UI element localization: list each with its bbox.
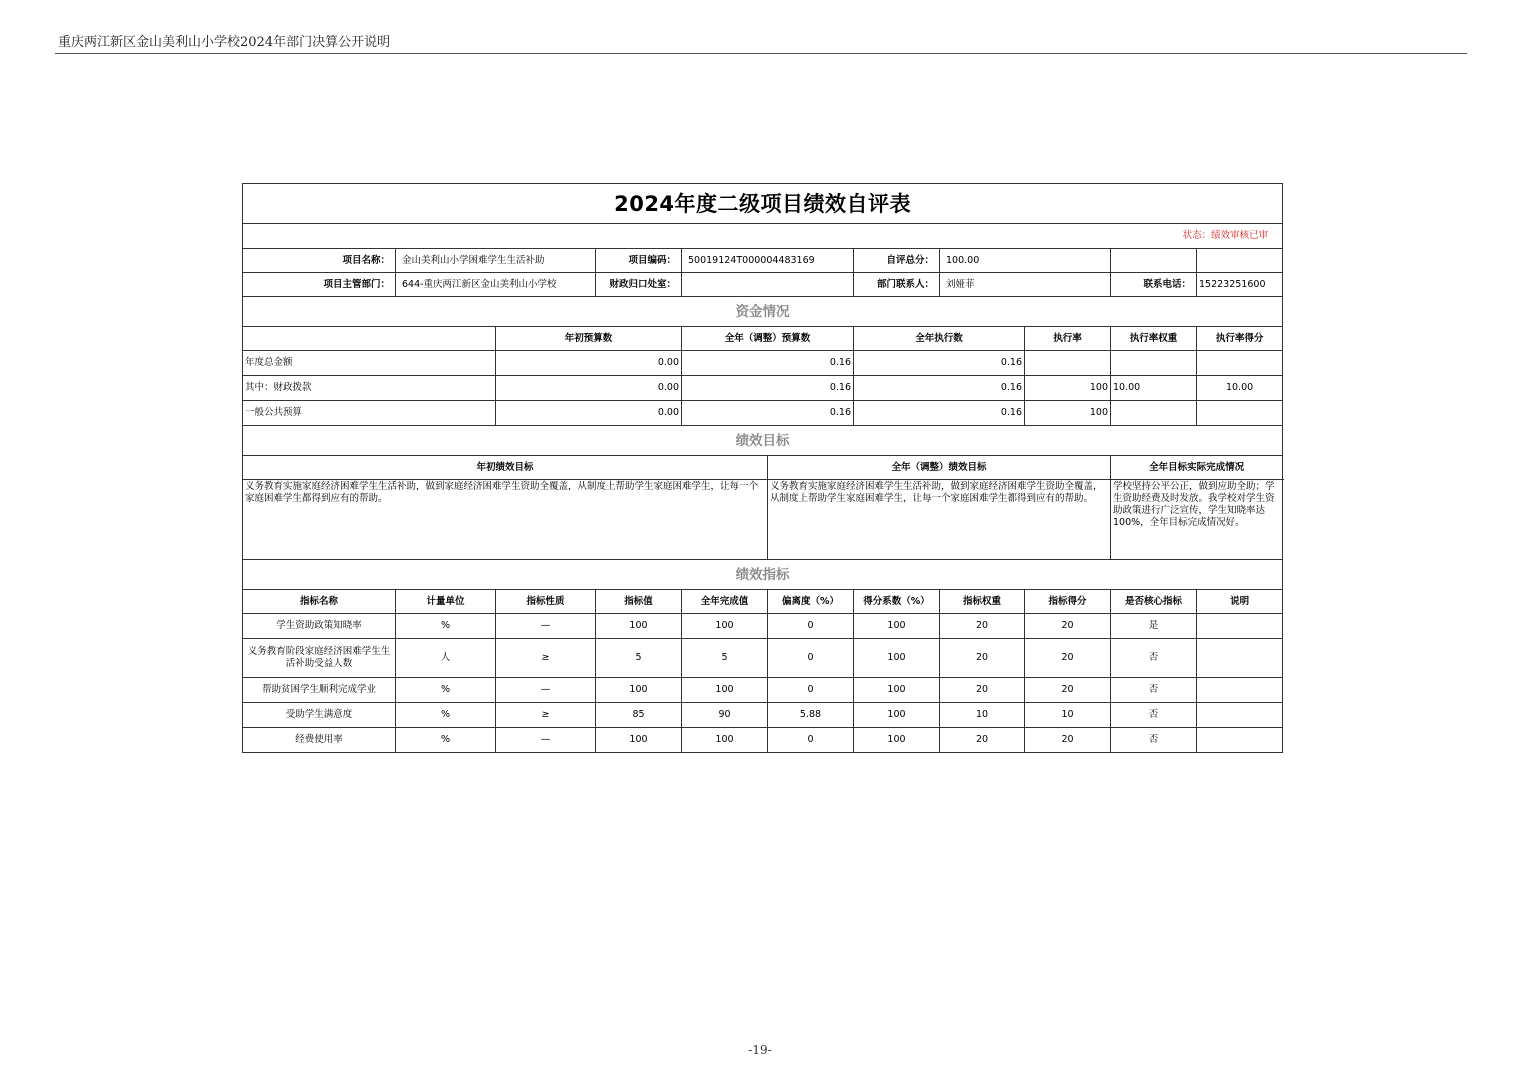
- dept-label: 项目主管部门：: [243, 273, 396, 297]
- funds-weight: [1111, 401, 1197, 426]
- funds-header: 执行率得分: [1197, 327, 1283, 351]
- project-name-label: 项目名称：: [243, 249, 396, 273]
- finance-office-label: 财政归口处室：: [596, 273, 682, 297]
- indicator-nature: ≥: [496, 703, 596, 728]
- contact-value: 刘娅菲: [940, 273, 1111, 297]
- indicator-core: 否: [1111, 639, 1197, 678]
- goals-actual-text: 学校坚持公平公正，做到应助全助；学生资助经费及时发放。我学校对学生资助政策进行广泛宣传，学生知晓率达100%，全年目标完成情况好。: [1111, 480, 1283, 560]
- indicator-target: 5: [596, 639, 682, 678]
- indicator-target: 100: [596, 728, 682, 753]
- indicator-weight: 20: [940, 614, 1025, 639]
- indicator-deviation: 0: [768, 728, 854, 753]
- funds-rate: 100: [1025, 401, 1111, 426]
- finance-office-value: [682, 273, 854, 297]
- indicator-note: [1197, 639, 1283, 678]
- indicator-actual: 100: [682, 678, 768, 703]
- empty-cell: [1197, 249, 1283, 273]
- indicator-coefficient: 100: [854, 614, 940, 639]
- performance-evaluation-table: [242, 183, 1283, 753]
- indicators-header: 得分系数（%）: [854, 590, 940, 614]
- indicator-deviation: 0: [768, 678, 854, 703]
- indicator-note: [1197, 614, 1283, 639]
- indicator-unit: %: [396, 728, 496, 753]
- indicator-score: 20: [1025, 614, 1111, 639]
- indicator-actual: 100: [682, 614, 768, 639]
- phone-value: 15223251600: [1197, 273, 1283, 297]
- score-label: 自评总分：: [854, 249, 940, 273]
- indicator-note: [1197, 703, 1283, 728]
- score-value: 100.00: [940, 249, 1111, 273]
- indicator-unit: %: [396, 614, 496, 639]
- funds-initial: 0.00: [496, 351, 682, 376]
- indicator-row: [243, 639, 1283, 678]
- indicator-weight: 20: [940, 678, 1025, 703]
- indicators-header: 全年完成值: [682, 590, 768, 614]
- indicator-target: 85: [596, 703, 682, 728]
- form-title: 2024年度二级项目绩效自评表: [243, 184, 1283, 224]
- goals-header-adjusted: 全年（调整）绩效目标: [768, 456, 1111, 480]
- indicator-nature: ≥: [496, 639, 596, 678]
- funds-initial: 0.00: [496, 401, 682, 426]
- funds-row-label: 其中：财政拨款: [243, 376, 496, 401]
- funds-adjusted: 0.16: [682, 351, 854, 376]
- funds-score: 10.00: [1197, 376, 1283, 401]
- status-badge: 状态：绩效审核已审: [243, 224, 1283, 249]
- indicator-actual: 100: [682, 728, 768, 753]
- funds-row-label: 年度总金额: [243, 351, 496, 376]
- indicator-unit: %: [396, 678, 496, 703]
- indicator-weight: 20: [940, 728, 1025, 753]
- indicator-name: 帮助贫困学生顺利完成学业: [243, 678, 396, 703]
- project-code-label: 项目编码：: [596, 249, 682, 273]
- funds-header: 全年（调整）预算数: [682, 327, 854, 351]
- funds-adjusted: 0.16: [682, 401, 854, 426]
- indicator-row: [243, 614, 1283, 639]
- indicator-nature: —: [496, 728, 596, 753]
- indicator-weight: 20: [940, 639, 1025, 678]
- indicator-target: 100: [596, 678, 682, 703]
- indicator-score: 20: [1025, 639, 1111, 678]
- indicator-deviation: 5.88: [768, 703, 854, 728]
- indicator-name: 义务教育阶段家庭经济困难学生生活补助受益人数: [243, 639, 396, 678]
- indicator-deviation: 0: [768, 614, 854, 639]
- indicator-coefficient: 100: [854, 639, 940, 678]
- indicator-core: 否: [1111, 728, 1197, 753]
- indicators-section-title: 绩效指标: [243, 560, 1283, 590]
- indicator-actual: 5: [682, 639, 768, 678]
- indicator-coefficient: 100: [854, 678, 940, 703]
- indicator-target: 100: [596, 614, 682, 639]
- indicator-score: 20: [1025, 728, 1111, 753]
- goals-header-initial: 年初绩效目标: [243, 456, 768, 480]
- funds-executed: 0.16: [854, 376, 1025, 401]
- indicator-note: [1197, 678, 1283, 703]
- funds-adjusted: 0.16: [682, 376, 854, 401]
- indicator-actual: 90: [682, 703, 768, 728]
- indicator-note: [1197, 728, 1283, 753]
- funds-header: 执行率: [1025, 327, 1111, 351]
- indicator-unit: 人: [396, 639, 496, 678]
- indicator-row: [243, 678, 1283, 703]
- funds-score: [1197, 351, 1283, 376]
- funds-executed: 0.16: [854, 351, 1025, 376]
- indicator-coefficient: 100: [854, 728, 940, 753]
- indicator-name: 学生资助政策知晓率: [243, 614, 396, 639]
- indicators-header: 指标名称: [243, 590, 396, 614]
- page-number: -19-: [748, 1043, 772, 1057]
- indicators-header: 指标值: [596, 590, 682, 614]
- funds-rate: 100: [1025, 376, 1111, 401]
- header-divider: [55, 53, 1467, 54]
- indicator-unit: %: [396, 703, 496, 728]
- indicators-header: 指标得分: [1025, 590, 1111, 614]
- indicators-header: 计量单位: [396, 590, 496, 614]
- funds-initial: 0.00: [496, 376, 682, 401]
- indicators-header: 是否核心指标: [1111, 590, 1197, 614]
- indicator-core: 否: [1111, 703, 1197, 728]
- funds-header: 年初预算数: [496, 327, 682, 351]
- funds-score: [1197, 401, 1283, 426]
- project-code-value: 50019124T000004483169: [682, 249, 854, 273]
- indicator-row: [243, 728, 1283, 753]
- indicator-score: 10: [1025, 703, 1111, 728]
- funds-executed: 0.16: [854, 401, 1025, 426]
- funds-section-title: 资金情况: [243, 297, 1283, 327]
- funds-header: 执行率权重: [1111, 327, 1197, 351]
- indicators-header: 偏离度（%）: [768, 590, 854, 614]
- phone-label: 联系电话：: [1111, 273, 1197, 297]
- indicator-name: 受助学生满意度: [243, 703, 396, 728]
- indicator-nature: —: [496, 614, 596, 639]
- indicators-header: 指标权重: [940, 590, 1025, 614]
- indicator-core: 否: [1111, 678, 1197, 703]
- project-name-value: 金山美利山小学困难学生生活补助: [396, 249, 596, 273]
- indicator-nature: —: [496, 678, 596, 703]
- goals-adjusted-text: 义务教育实施家庭经济困难学生生活补助，做到家庭经济困难学生资助全覆盖，从制度上帮助学生家庭困难学生，让每一个家庭困难学生都得到应有的帮助。: [768, 480, 1111, 560]
- funds-weight: [1111, 351, 1197, 376]
- funds-row-label: 一般公共预算: [243, 401, 496, 426]
- goals-header-actual: 全年目标实际完成情况: [1111, 456, 1283, 480]
- indicator-core: 是: [1111, 614, 1197, 639]
- funds-weight: 10.00: [1111, 376, 1197, 401]
- indicators-header: 指标性质: [496, 590, 596, 614]
- indicators-header: 说明: [1197, 590, 1283, 614]
- goals-initial-text: 义务教育实施家庭经济困难学生生活补助，做到家庭经济困难学生资助全覆盖，从制度上帮助学生家庭困难学生，让每一个家庭困难学生都得到应有的帮助。: [243, 480, 768, 560]
- funds-rate: [1025, 351, 1111, 376]
- dept-value: 644-重庆两江新区金山美利山小学校: [396, 273, 596, 297]
- empty-cell: [1111, 249, 1197, 273]
- funds-header: 全年执行数: [854, 327, 1025, 351]
- page-header: 重庆两江新区金山美利山小学校2024年部门决算公开说明: [58, 35, 391, 50]
- goals-section-title: 绩效目标: [243, 426, 1283, 456]
- indicator-score: 20: [1025, 678, 1111, 703]
- indicator-weight: 10: [940, 703, 1025, 728]
- funds-corner-cell: [243, 327, 496, 351]
- funds-row: [243, 401, 1283, 426]
- funds-row: [243, 376, 1283, 401]
- funds-row: [243, 351, 1283, 376]
- indicator-name: 经费使用率: [243, 728, 396, 753]
- indicator-deviation: 0: [768, 639, 854, 678]
- indicator-coefficient: 100: [854, 703, 940, 728]
- indicator-row: [243, 703, 1283, 728]
- contact-label: 部门联系人：: [854, 273, 940, 297]
